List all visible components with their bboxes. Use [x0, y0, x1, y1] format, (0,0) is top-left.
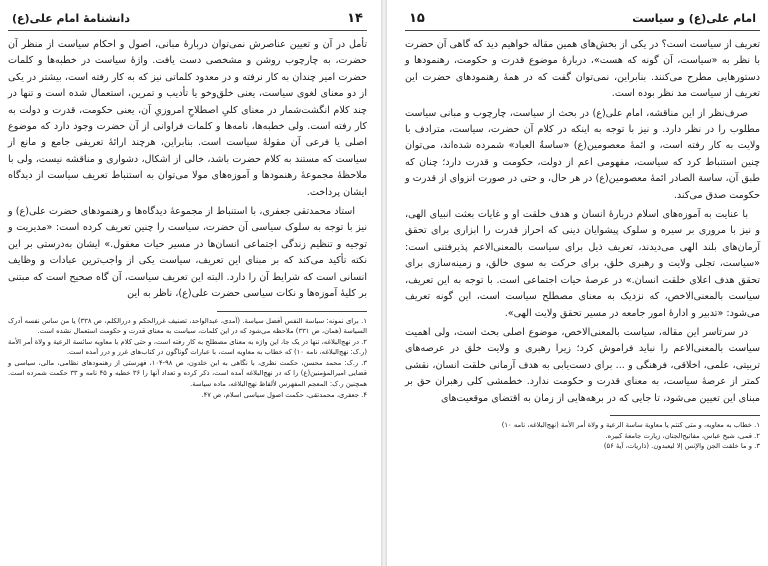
- body-text: [405, 37, 760, 407]
- footnotes: [405, 420, 760, 452]
- footnote: ۴. جعفری، محمدتقی، حکمت اصول سیاسی اسلام، ص ۴۷.: [201, 390, 367, 399]
- running-title: دانشنامهٔ امام علی(ع): [12, 11, 130, 25]
- paragraph: استاد محمدتقی جعفری، با استنباط از مجموعهٔ دیدگاه‌ها و رهنمودهای حضرت علی(ع) و نیز با توجه به سلوک سیاسی آن حضرت، سیاست را چنین تعریف کرده است: «مدیریت و توجیه و تنظیم زندگی اجتماعی انسان‌ها در مسیر حیات معقول.» ایشان به‌درستی بر این نکته تأکید می‌کند که بر مبنای این تعریف، سیاست یکی از واجب‌ترین عبادات و وظایف انسانی است که شرایط آن را دارد. البته این تعریف سیاست، آن گاه صحیح است که مبتنی بر کلیهٔ آموزه‌ها و نکات سیاسی حضرت علی(ع)، ناظر به این: [8, 206, 367, 300]
- paragraph: با عنایت به آموزه‌های اسلام دربارهٔ انسان و هدف خلقت او و غایات بعثت انبیای الهی، و نیز با مروری بر سیره و سلوک پیشوایان دینی که احراز قدرت را ابزاری برای تحقق آرمان‌های بلند الهی می‌دیدند، تعریف ذیل برای سیاست بالمعنی‌الاعم پذیرفتنی است: «سیاست، تجلی ولایت و رهبری خلق، برای حرکت به سوی خالق، و زمینه‌سازی برای تحقق هدف اعلای خلقت انسان.» در عرصهٔ حیات اجتماعی است. با توجه به این تعریف، سیاست بالمعنی‌الاخص، که نزدیک به معنای مصطلح سیاست است، این گونه تعریف می‌شود: «تدبیر و ادارهٔ امور جامعه در مسیر تحقق ولایت الهی».: [405, 209, 760, 319]
- footnote-separator: [610, 415, 760, 416]
- body-text: [8, 37, 367, 303]
- footnote: ۲. در نهج‌البلاغه، تنها در یک جا، این واژه به معنای مصطلح به کار رفته است، و حتی کلام با معاویه سائسة الرعیة و ولاة أمر الأمة (ر.ک: نهج‌البلاغه، نامه ۱۰) که خطاب به معاویه است، با عبارات گوناگون در کتاب‌های غرر و درر آمده است.: [8, 337, 367, 357]
- footnote: ۳. و ما خلقت الجن والإنس إلا لیعبدون. (ذاریات، آیهٔ ۵۶): [603, 442, 760, 451]
- right-page: [387, 0, 768, 566]
- left-page: [0, 0, 381, 566]
- footnote: ۱. خطاب به معاویه، و متی کنتم یا معاویة ساسة الرعیة و ولاة أمر الأمة (نهج‌البلاغه، نامه ۱۰): [501, 420, 760, 429]
- page-header: [405, 8, 760, 31]
- footnote: ۱. برای نمونه: سیاسة النفس أفضل سیاسة. (آمدی، عبدالواحد، تصنیف غررالحکم و دررالکلم، ص ۳۳۸) یا من ساس نفسه أدرک السیاسة (همان، ص ۳۳۱) ملاحظه می‌شود که در این کلمات، سیاست به معنای قدرت و حکومت استعمال نشده است.: [8, 316, 367, 336]
- paragraph: تأمل در آن و تعیین عناصرش نمی‌توان دربارهٔ مبانی، اصول و احکام سیاست از منظر آن حضرت، به چارچوب روشن و مشخصی دست یافت. واژهٔ سیاست در خطبه‌ها و کلمات حضرت امیر چندان به کار نرفته و در معدود کلماتی نیز که به کار رفته است، بیشتر در یکی از دو معنای لغوی سیاست، یعنی خلق‌وخو یا تأدیب و تمرین، استعمال شده است و تنها در چند کلام انگشت‌شمار در معنای کلیِ اصطلاحِ امروزیِ آن، یعنی حکومت، قدرت و دولت به کار رفته است. ولی خطبه‌ها، نامه‌ها و کلمات فراوانی از آن حضرت وجود دارد که موضوع اصلی یا فرعی آن مقولهٔ سیاست است. بنابراین، هرچند ارائهٔ تعریفی جامع و مانع از سیاست که مستند به کلام حضرت باشد، خالی از اشکال، دشواری و مناقشه نیست، ولی با ملاحظهٔ مجموعهٔ رهنمودها و آموزه‌های مولا می‌توان به استنباط تعریف سیاست از دیدگاه ایشان پرداخت.: [8, 39, 367, 198]
- paragraph: تعریف از سیاست است؟ در یکی از بخش‌های همین مقاله خواهیم دید که گاهی آن حضرت با نظر به «سیاست، آن گونه که هست»، دربارهٔ موضوع قدرت و حکومت، رهنمودها و دستورهایی مطرح می‌کنند. بنابراین، نمی‌توان گفت که در همهٔ رهنمودهای حضرت این تعریف از سیاست مد نظر بوده است.: [405, 39, 760, 100]
- footnotes: [8, 316, 367, 401]
- footnote: ۳. ر.ک: محمد محسن، حکمت نظری، با نگاهی به ابن خلدون، ص ۹۸-۱۰۴، فهرستی از رهنمودهای نظامی، مالی، سیاسی و قضایی امیرالمؤمنین(ع) را که در نهج‌البلاغه آمده است، ذکر کرده و تعداد آنها را ۳۶ خطبه و ۴۵ نامه و ۳۳ حکمت شمرده است. همچنین ر.ک: المعجم المفهرس لألفاظ نهج‌البلاغه، ماده سیاسة.: [8, 358, 368, 389]
- page-header: [8, 8, 367, 31]
- footnote-separator: [217, 311, 367, 312]
- page-number: ۱۵: [409, 10, 425, 26]
- footnote: ۲. قمی، شیخ عباس، مفاتیح‌الجنان، زیارت جامعهٔ کبیره.: [605, 431, 760, 440]
- paragraph: صرف‌نظر از این مناقشه، امام علی(ع) در بحث از سیاست، چارچوب و مبانی سیاست مطلوب را در نظر دارد. و نیز با توجه به اینکه در کلام آن حضرت، سیاست، مترادف با ولایت به کار رفته است، و ائمهٔ معصومین(ع) «ساسةُ العباد» شمرده شده‌اند، می‌توان چنین استنباط کرد که سیاست، مفهومی اعم از دولت، حکومت و قدرت دارد؛ چنان که طبق آن، ساسة الصادر ائمهٔ معصومین(ع) در هر حال، و حتی در صورت انزوای از قدرت و حکومت صدق می‌کند.: [405, 107, 760, 201]
- running-title: امام علی(ع) و سیاست: [632, 11, 756, 25]
- page-number: ۱۴: [347, 10, 363, 26]
- paragraph: در سرتاسر این مقاله، سیاست بالمعنی‌الاخص، موضوع اصلی بحث است، ولی اهمیت سیاست بالمعنی‌الاعم را نباید فراموش کرد؛ زیرا رهبری و ولایت خلق در عرصه‌های تربیتی، علمی، اخلاقی، فرهنگی و ... برای دست‌یابی به هدف آرمانی خلقت انسان، نقشی کمتر از عرصهٔ سیاست، به معنای قدرت و حکومت ندارد. خطمشی کلی رهبران حق بر مبنای این تعیین می‌شود، تا جایی که در برهه‌هایی از زمان به اقتضای موقعیت‌های: [405, 326, 760, 404]
